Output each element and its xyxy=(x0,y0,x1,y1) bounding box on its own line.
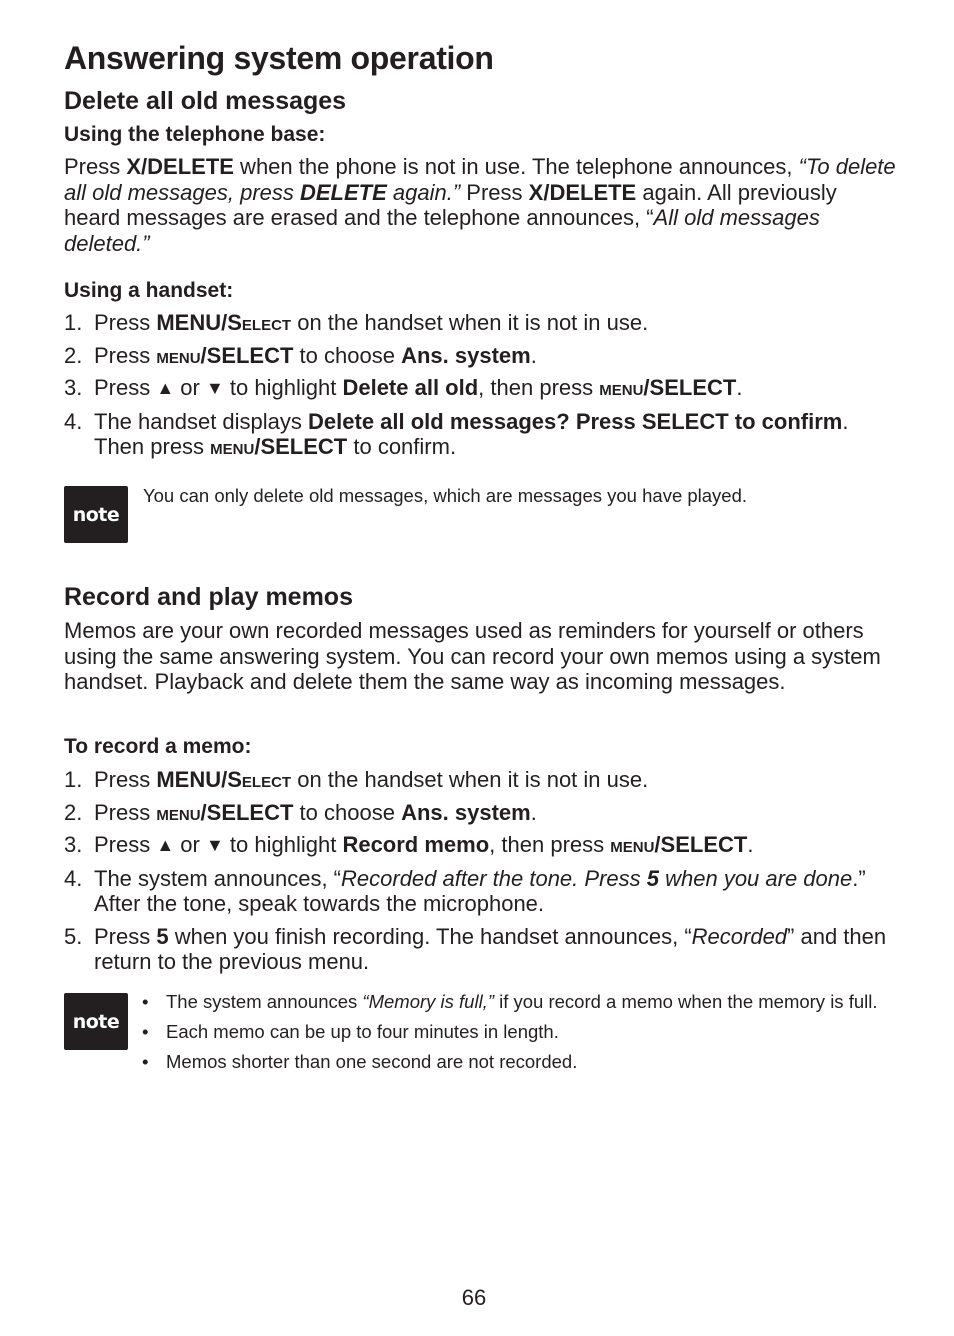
list-item: 2. Press menu/SELECT to choose Ans. system. xyxy=(64,342,537,368)
delete-steps-list xyxy=(64,310,896,467)
memo-steps-list xyxy=(64,767,896,982)
note-text: You can only delete old messages, which are messages you have played. xyxy=(143,485,748,506)
up-arrow-icon: ▲ xyxy=(156,835,175,855)
memos-intro: Memos are your own recorded messages used as reminders for yourself or others using the same answering system. You can record your own memos using a system handset. Playback and delete them the same way as incoming messages. xyxy=(64,618,881,694)
subheading-handset: Using a handset: xyxy=(64,279,234,302)
page-number: 66 xyxy=(461,1285,487,1310)
note-icon: note xyxy=(64,486,128,543)
list-item: 3. Press ▲ or ▼ to highlight Record memo, then press menu/SELECT. xyxy=(64,832,754,857)
down-arrow-icon: ▼ xyxy=(205,378,224,398)
list-item: 1. Press MENU/Select on the handset when it is not in use. xyxy=(64,310,649,335)
list-item: • The system announces “Memory is full,” if you record a memo when the memory is full. xyxy=(142,991,878,1012)
page-title: Answering system operation xyxy=(64,40,494,76)
list-item: 4. The system announces, “Recorded after the tone. Press 5 when you are done.” After the tone, speak towards the microphone. xyxy=(64,865,866,916)
down-arrow-icon: ▼ xyxy=(205,835,224,855)
list-item: 5. Press 5 when you finish recording. The handset announces, “Recorded” and then return to the previous menu. xyxy=(64,923,887,974)
subheading-record-memo: To record a memo: xyxy=(64,735,252,758)
list-item: 2. Press menu/SELECT to choose Ans. system. xyxy=(64,799,537,825)
base-instructions: Press X/DELETE when the phone is not in use. The telephone announces, “To delete all old messages, press DELETE again.” Press X/DELETE again. All previously heard messages are erased and the telephone announces, “All old messages deleted.” xyxy=(64,154,896,256)
note-icon: note xyxy=(64,993,128,1050)
list-item: • Each memo can be up to four minutes in length. xyxy=(142,1021,559,1042)
list-item: • Memos shorter than one second are not recorded. xyxy=(142,1051,578,1072)
section-heading-memos: Record and play memos xyxy=(64,583,353,611)
subheading-base: Using the telephone base: xyxy=(64,123,326,146)
section-heading-delete: Delete all old messages xyxy=(64,87,347,115)
list-item: 1. Press MENU/Select on the handset when it is not in use. xyxy=(64,767,649,792)
list-item: 4. The handset displays Delete all old messages? Press SELECT to confirm. Then press menu/SELECT to confirm. xyxy=(64,408,849,459)
up-arrow-icon: ▲ xyxy=(156,378,175,398)
list-item: 3. Press ▲ or ▼ to highlight Delete all old, then press menu/SELECT. xyxy=(64,375,743,400)
memo-note-list xyxy=(142,990,902,1080)
